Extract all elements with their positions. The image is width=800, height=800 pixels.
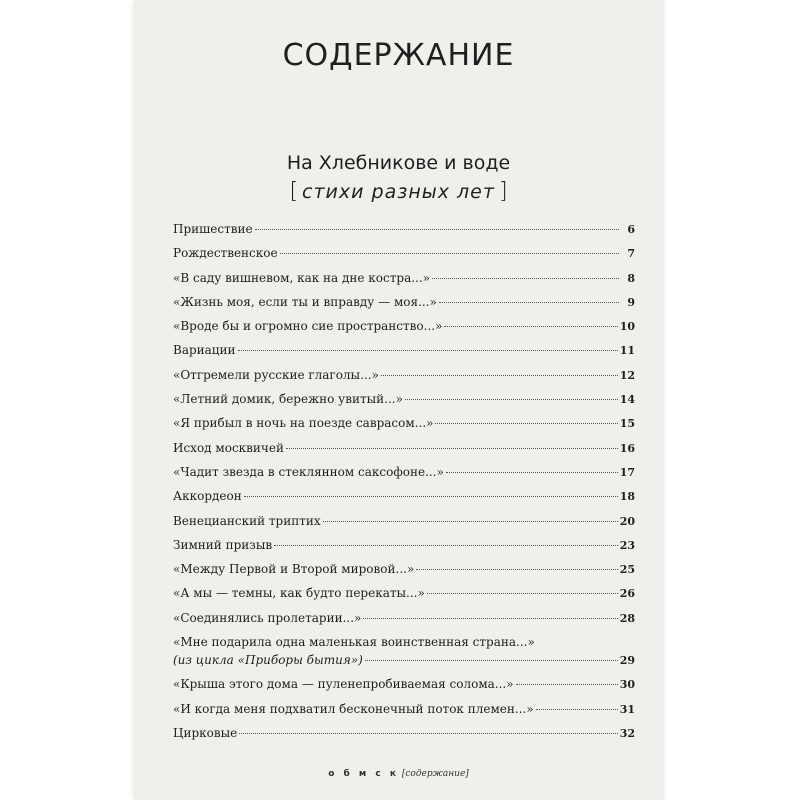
toc-entry[interactable] bbox=[173, 677, 635, 701]
dot-leader bbox=[381, 375, 618, 376]
toc-entry[interactable] bbox=[173, 726, 635, 750]
toc-entry-line-2[interactable] bbox=[173, 653, 635, 677]
dot-leader bbox=[432, 278, 619, 279]
dot-leader bbox=[427, 593, 618, 594]
dot-leader bbox=[439, 302, 619, 303]
toc-entry-page: 25 bbox=[619, 563, 635, 577]
toc-entry-subtitle: (из цикла «Приборы бытия») bbox=[173, 653, 363, 668]
toc-entry-title: «Вроде бы и огромно сие пространство...» bbox=[173, 319, 443, 334]
toc-entry-title: Пришествие bbox=[173, 222, 253, 236]
dot-leader bbox=[435, 423, 617, 424]
toc-entry[interactable] bbox=[173, 702, 635, 726]
dot-leader bbox=[516, 684, 618, 685]
toc-entry-page: 30 bbox=[619, 678, 635, 692]
toc-entry-page: 29 bbox=[619, 654, 635, 668]
dot-leader bbox=[416, 569, 617, 570]
dot-leader bbox=[444, 326, 617, 327]
footer-book-name: о б м с к bbox=[328, 769, 399, 779]
page-title: СОДЕРЖАНИЕ bbox=[282, 38, 515, 73]
toc-entry-title: Зимний призыв bbox=[173, 537, 273, 552]
toc-entry-title: «Чадит звезда в стеклянном саксофоне...» bbox=[173, 464, 444, 479]
dot-leader bbox=[255, 229, 619, 230]
toc-entry-title: Венецианский триптих bbox=[173, 513, 321, 528]
toc-entry-title: Рождественское bbox=[173, 246, 278, 261]
toc-entry[interactable] bbox=[173, 611, 635, 635]
toc-entry-page: 28 bbox=[619, 611, 635, 625]
toc-entry-title: Аккордеон bbox=[173, 489, 242, 504]
dot-leader bbox=[446, 472, 618, 473]
toc-entry-page: 12 bbox=[619, 368, 635, 382]
toc-entry[interactable] bbox=[173, 222, 635, 246]
toc-entry[interactable] bbox=[173, 246, 635, 270]
toc-entry-title: Вариации bbox=[173, 343, 236, 358]
toc-entry[interactable] bbox=[173, 441, 635, 465]
dot-leader bbox=[536, 709, 618, 710]
toc-entry-page: 17 bbox=[619, 465, 635, 479]
toc-entry[interactable] bbox=[173, 465, 635, 489]
toc-entry[interactable] bbox=[173, 343, 635, 367]
toc-entry-page: 20 bbox=[619, 514, 635, 528]
toc-entry-title: «Жизнь моя, если ты и вправду — моя...» bbox=[173, 294, 437, 309]
toc-entry-page: 18 bbox=[619, 490, 635, 504]
toc-entry-title: Исход москвичей bbox=[173, 440, 284, 455]
dot-leader bbox=[286, 448, 618, 449]
toc-entry[interactable] bbox=[173, 368, 635, 392]
dot-leader bbox=[280, 253, 619, 254]
toc-entry-title: Цирковые bbox=[173, 725, 238, 740]
toc-entry-page: 6 bbox=[627, 223, 635, 236]
dot-leader bbox=[239, 733, 617, 734]
subtitle-close-bracket: ] bbox=[498, 179, 508, 204]
toc-entry[interactable] bbox=[173, 271, 635, 295]
dot-leader bbox=[274, 545, 618, 546]
book-page bbox=[135, 0, 662, 800]
toc-entry-title: «Летний домик, бережно увитый...» bbox=[173, 392, 403, 407]
toc-entry-page: 26 bbox=[619, 587, 635, 601]
toc-entry-title: «Я прибыл в ночь на поезде саврасом...» bbox=[173, 416, 434, 431]
toc-entry[interactable] bbox=[173, 586, 635, 610]
section-subtitle bbox=[135, 179, 662, 204]
dot-leader bbox=[244, 496, 618, 497]
toc-entry-title: «В саду вишневом, как на дне костра...» bbox=[173, 270, 431, 285]
dot-leader bbox=[363, 618, 617, 619]
toc-entry[interactable] bbox=[173, 392, 635, 416]
toc-entry-page: 16 bbox=[619, 441, 635, 455]
dot-leader bbox=[238, 350, 618, 351]
dot-leader bbox=[365, 660, 618, 661]
table-of-contents bbox=[173, 222, 635, 750]
footer-section-name: [содержание] bbox=[401, 769, 469, 779]
toc-entry-line-1[interactable] bbox=[173, 635, 635, 653]
toc-entry-title: «Между Первой и Второй мировой...» bbox=[173, 562, 415, 577]
toc-entry[interactable] bbox=[173, 538, 635, 562]
section-heading: На Хлебникове и воде bbox=[286, 152, 511, 174]
toc-entry-page: 7 bbox=[627, 247, 635, 261]
toc-entry[interactable] bbox=[173, 562, 635, 586]
toc-entry-page: 31 bbox=[619, 702, 635, 716]
toc-entry-title: «И когда меня подхватил бесконечный поток племен...» bbox=[173, 701, 534, 716]
toc-entry-title: «Крыша этого дома — пуленепробиваемая солома...» bbox=[173, 677, 514, 692]
toc-entry-title: «А мы — темны, как будто перекаты...» bbox=[173, 586, 425, 601]
toc-entry-page: 14 bbox=[619, 393, 635, 407]
dot-leader bbox=[405, 399, 618, 400]
toc-entry-page: 8 bbox=[627, 271, 635, 285]
toc-entry[interactable] bbox=[173, 319, 635, 343]
toc-entry[interactable] bbox=[173, 416, 635, 440]
toc-entry-title: «Мне подарила одна маленькая воинственная страна...» bbox=[173, 635, 535, 650]
toc-entry[interactable] bbox=[173, 489, 635, 513]
toc-entry-page: 15 bbox=[619, 417, 635, 431]
toc-entry-page: 11 bbox=[619, 344, 635, 358]
subtitle-open-bracket: [ bbox=[289, 179, 299, 204]
toc-entry-page: 9 bbox=[627, 295, 635, 309]
toc-entry-page: 32 bbox=[619, 726, 635, 740]
toc-entry-title: «Соединялись пролетарии...» bbox=[173, 610, 362, 625]
toc-entry-page: 10 bbox=[619, 320, 635, 334]
dot-leader bbox=[323, 521, 618, 522]
page-footer bbox=[135, 769, 662, 779]
toc-entry[interactable] bbox=[173, 295, 635, 319]
toc-entry[interactable] bbox=[173, 514, 635, 538]
subtitle-text: стихи разных лет bbox=[302, 181, 495, 203]
toc-entry-title: «Отгремели русские глаголы...» bbox=[173, 367, 379, 382]
toc-entry-page: 23 bbox=[619, 538, 635, 552]
